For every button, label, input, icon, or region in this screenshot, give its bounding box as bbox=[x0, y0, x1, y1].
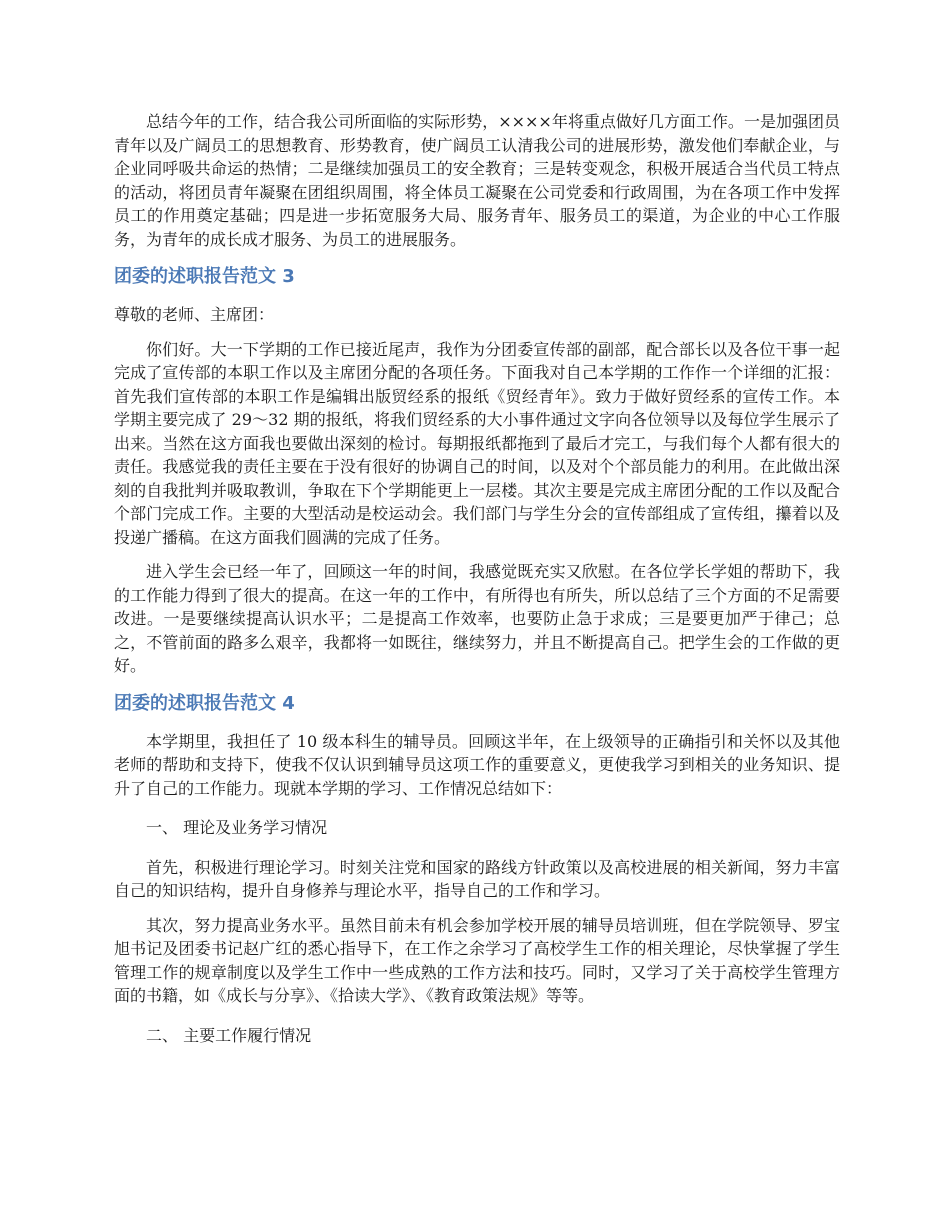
section-4-heading: 团委的述职报告范文 4 bbox=[114, 692, 295, 714]
paragraph-section4-2: 首先，积极进行理论学习。时刻关注党和国家的路线方针政策以及高校进展的相关新闻，努力丰富自己的知识结构，提升自身修养与理论水平，指导自己的工作和学习。 bbox=[114, 857, 840, 900]
paragraph-section4-1: 本学期里，我担任了 10 级本科生的辅导员。回顾这半年，在上级领导的正确指引和关怀以及其他老师的帮助和支持下，使我不仅认识到辅导员这项工作的重要意义，更使我学习到相关的业务知识、提升了自己的工作能力。现就本学期的学习、工作情况总结如下： bbox=[114, 731, 840, 798]
section-3-heading: 团委的述职报告范文 3 bbox=[114, 266, 295, 287]
subheading-theory-study: 一、 理论及业务学习情况 bbox=[146, 818, 328, 837]
paragraph-section4-3: 其次，努力提高业务水平。虽然目前未有机会参加学校开展的辅导员培训班，但在学院领导、罗宝旭书记及团委书记赵广红的悉心指导下，在工作之余学习了高校学生工作的相关理论，尽快掌握了学生管理工作的规章制度以及学生工作中一些成熟的工作方法和技巧。同时，又学习了关于高校学生管理方面的书籍，如《成长与分享》、《拾读大学》、《教育政策法规》等等。 bbox=[114, 915, 840, 1005]
document-page bbox=[114, 110, 840, 1063]
paragraph-section3-1: 你们好。大一下学期的工作已接近尾声，我作为分团委宣传部的副部，配合部长以及各位干事一起完成了宣传部的本职工作以及主席团分配的各项任务。下面我对自己本学期的工作作一个详细的汇报：首先我们宣传部的本职工作是编辑出版贸经系的报纸《贸经青年》。致力于做好贸经系的宣传工作。本学期主要完成了 29～32 期的报纸，将我们贸经系的大小事件通过文字向各位领导以及每位学生展示了出来。当然在这方面我也要做出深刻的检讨。每期报纸都拖到了最后才完工，与我们每个人都有很大的责任。我感觉我的责任主要在于没有很好的协调自己的时间，以及对个个部员能力的利用。在此做出深刻的自我批判并吸取教训，争取在下个学期能更上一层楼。其次主要是完成主席团分配的工作以及配合个部门完成工作。主要的大型活动是校运动会。我们部门与学生分会的宣传部组成了宣传组，攥着以及投递广播稿。在这方面我们圆满的完成了任务。 bbox=[114, 339, 840, 547]
greeting: 尊敬的老师、主席团： bbox=[114, 305, 275, 324]
paragraph-section3-2: 进入学生会已经一年了，回顾这一年的时间，我感觉既充实又欣慰。在各位学长学姐的帮助下，我的工作能力得到了很大的提高。在这一年的工作中，有所得也有所失，所以总结了三个方面的不足需要改进。一是要继续提高认识水平；二是提高工作效率，也要防止急于求成；三是要更加严于律己；总之，不管前面的路多么艰辛，我都将一如既往，继续努力，并且不断提高自己。把学生会的工作做的更好。 bbox=[114, 562, 840, 675]
subheading-main-work: 二、 主要工作履行情况 bbox=[146, 1025, 312, 1045]
paragraph-work-summary: 总结今年的工作，结合我公司所面临的实际形势，××××年将重点做好几方面工作。一是加强团员青年以及广阔员工的思想教育、形势教育，使广阔员工认清我公司的进展形势，激发他们奉献企业，与企业同呼吸共命运的热情；二是继续加强员工的安全教育；三是转变观念，积极开展适合当代员工特点的活动，将团员青年凝聚在团组织周围，将全体员工凝聚在公司党委和行政周围，为在各项工作中发挥员工的作用奠定基础；四是进一步拓宽服务大局、服务青年、服务员工的渠道，为企业的中心工作服务，为青年的成长成才服务、为员工的进展服务。 bbox=[114, 112, 840, 249]
